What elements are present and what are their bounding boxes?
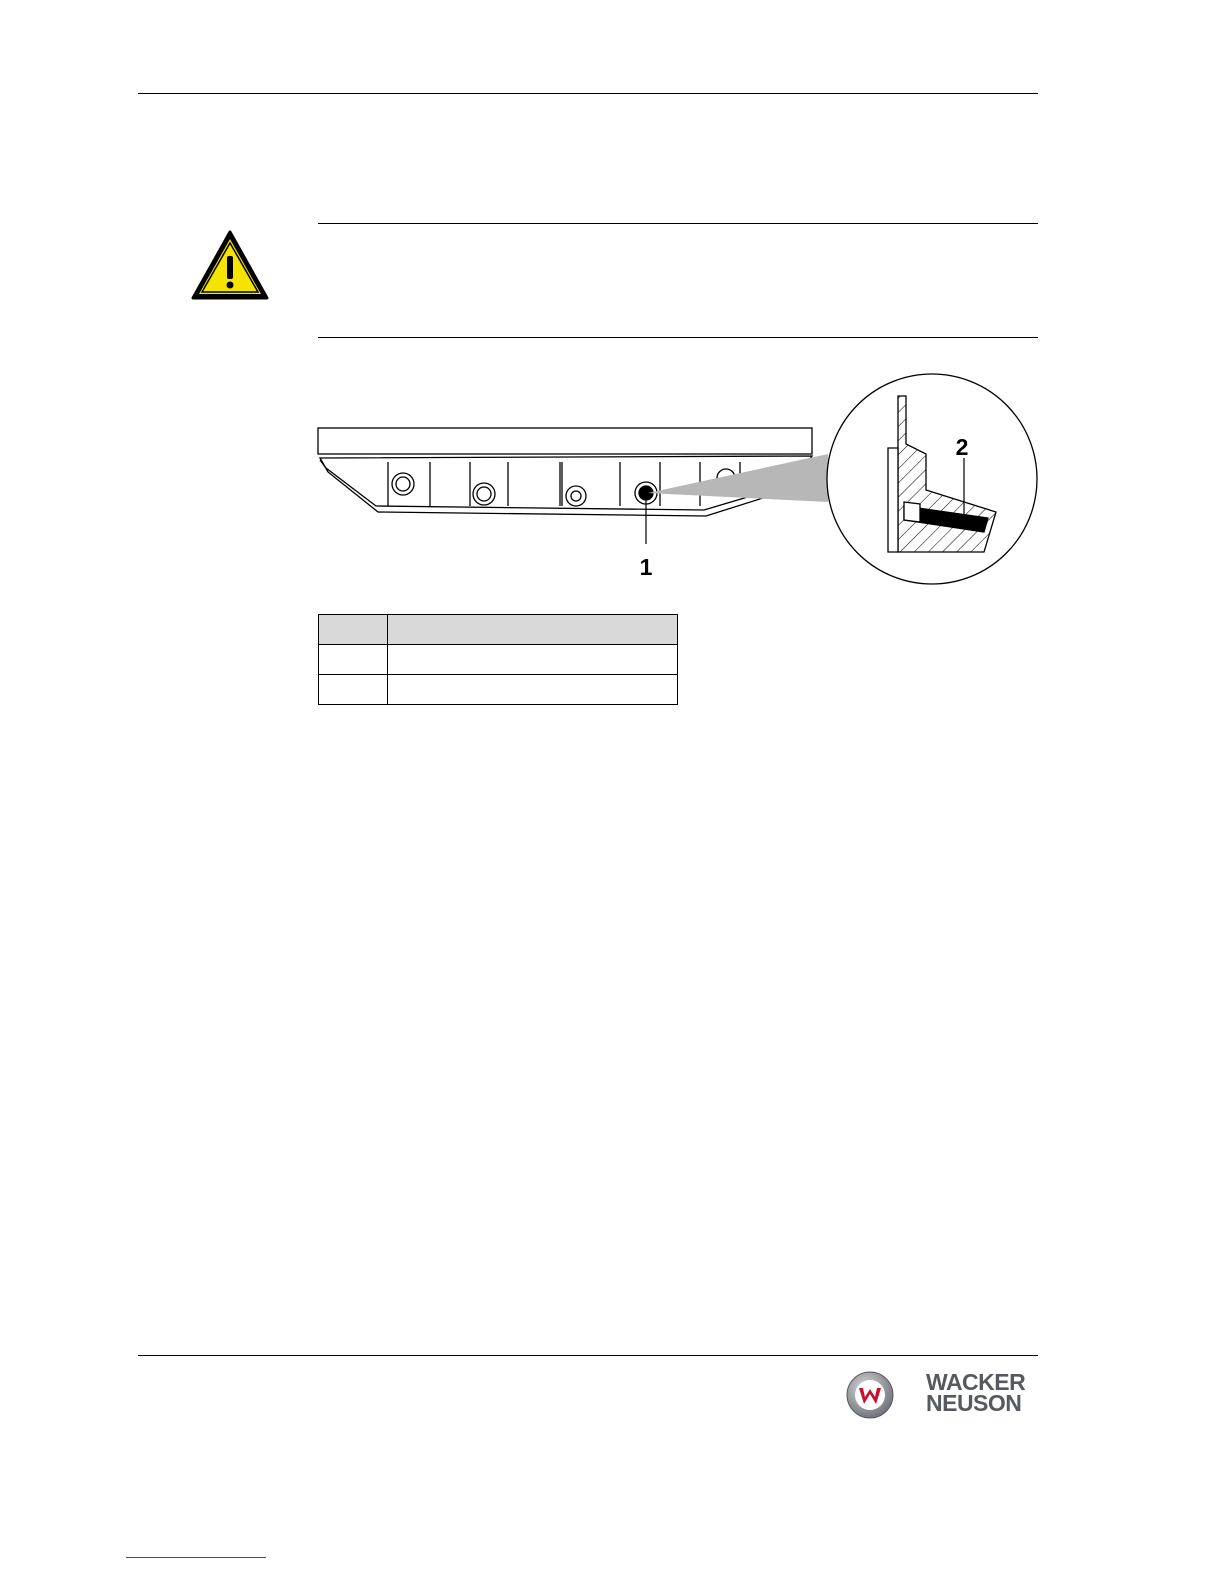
warning-triangle-icon [190,229,270,301]
callout-2: 2 [955,434,969,460]
legend-table [318,614,678,705]
legend-header-row [319,615,678,645]
legend-header-pos [319,615,388,645]
warning-bottom-rule [318,337,1038,338]
warning-top-rule [318,223,1038,224]
table-row [319,645,678,675]
legend-cell [388,675,678,705]
legend-cell [319,675,388,705]
logo-line-2: NEUSON [926,1390,1022,1416]
table-row [319,675,678,705]
plate-top [318,428,812,454]
footer-link-underline [126,1557,266,1558]
legend-cell [319,645,388,675]
logo-wordmark [926,1369,1026,1416]
baseplate-diagram [316,372,1040,588]
footer-rule [138,1355,1038,1356]
legend-cell [388,645,678,675]
legend-header-desc [388,615,678,645]
callout-1: 1 [639,554,653,580]
header-rule [138,93,1038,94]
logo-line-1: WACKER [926,1369,1026,1395]
